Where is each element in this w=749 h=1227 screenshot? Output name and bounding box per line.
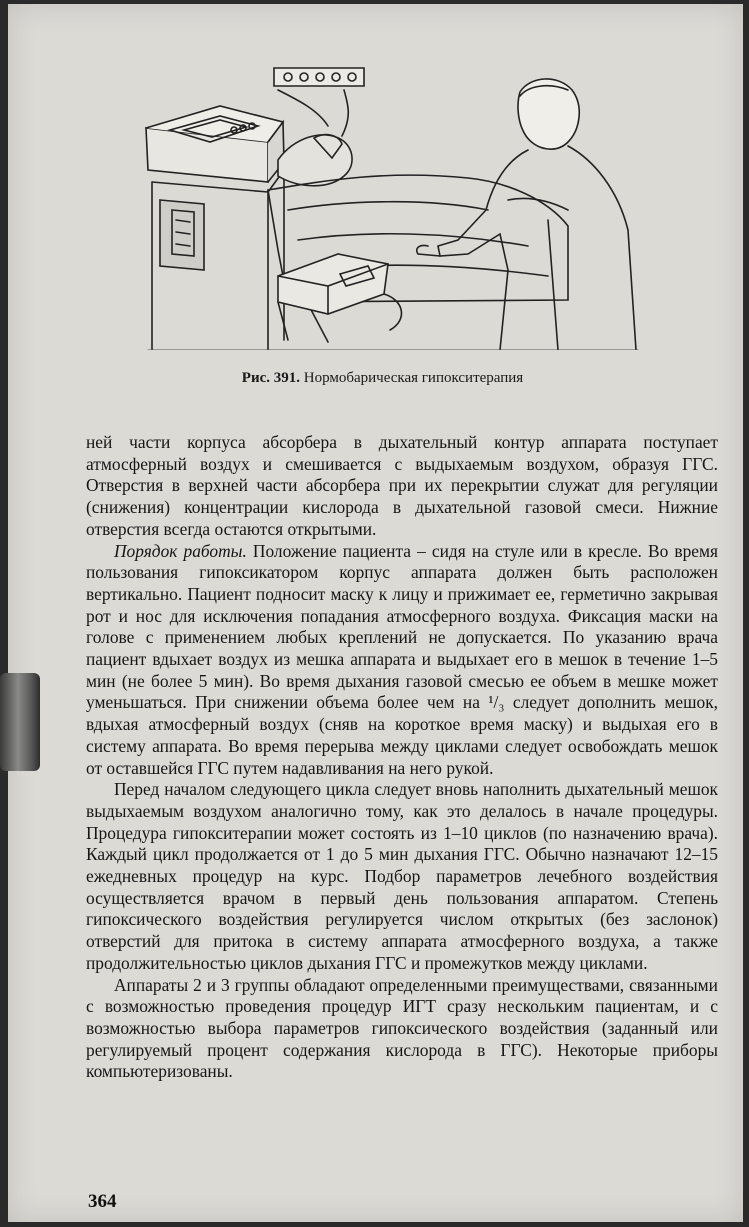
doctor-figure [417, 79, 636, 350]
figure-caption-label: Рис. 391. [241, 370, 300, 386]
binder-clip [0, 673, 40, 771]
figure-caption-text: Нормобарическая гипокситерапия [303, 370, 524, 386]
figure-caption [8, 370, 749, 387]
paragraph-1 [86, 432, 718, 541]
wall-panel [274, 68, 364, 136]
paragraph-2-text: Положение пациента – сидя на стуле или в кресле. Во время пользования гипоксикатором корпус аппарата должен быть расположен вертикально. Пациент подносит маску к лицу и прижимает ее, герметично закрывая рот и нос для исключения попадания атмосферного воздуха. Фиксация маски на голове с применением любых креплений не допускается. По указанию врача пациент вдыхает воздух из мешка аппарата и выдыхает его в мешок в течение 1–5 мин (не более 5 мин). Во время дыхания газовой смесью ее объем в мешке может уменьшаться. При снижении объема более чем на ¹/₃ следует дополнить мешок, вдыхая атмосферный воздух (сняв на короткое время маску) и выдыхая его в систему аппарата. Во время перерыва между циклами следует освобождать мешок от оставшейся ГГС путем надавливания на него рукой. [86, 540, 718, 778]
book-page [8, 4, 743, 1222]
paragraph-4-text: Аппараты 2 и 3 группы обладают определенными преимуществами, связанными с возможностью проведения процедур ИГТ сразу нескольким пациентам, и с возможностью выбора параметров гипоксического воздействия (заданный или регулируемый процент содержания кислорода в ГГС). Некоторые приборы компьютеризованы. [86, 974, 718, 1082]
paragraph-3-text: Перед началом следующего цикла следует вновь наполнить дыхательный мешок выдыхаемым воздухом аналогично тому, как это делалось в начале процедуры. Процедура гипокситерапии может состоять из 1–10 циклов (по назначению врача). Каждый цикл продолжается от 1 до 5 мин дыхания ГГС. Обычно назначают 12–15 ежедневных процедур на курс. Подбор параметров лечебного воздействия осуществляется врачом в первый день пользования аппаратом. Степень гипоксического воздействия регулируется числом открытых (без заслонок) отверстий для притока в систему аппарата атмосферного воздуха, а также продолжительностью циклов дыхания ГГС и промежутков между циклами. [86, 779, 718, 973]
paragraph-1-text: ней части корпуса абсорбера в дыхательный контур аппарата поступает атмосферный воздух и смешивается с выдыхаемым воздухом, образуя ГГС. Отверстия в верхней части абсорбера при их перекрытии служат для регуляции (снижения) концентрации кислорода в дыхательной газовой смеси. Нижние отверстия всегда остаются открытыми. [86, 432, 718, 539]
paragraph-4 [86, 975, 718, 1084]
apparatus-cabinet [146, 106, 284, 350]
figure-hypoxitherapy-illustration [128, 50, 648, 350]
paragraph-2-lead: Порядок работы. [114, 540, 247, 561]
body-text [86, 432, 718, 1083]
page-number: 364 [88, 1191, 117, 1212]
breathing-bag-device [278, 254, 401, 330]
paragraph-2 [86, 541, 718, 780]
paragraph-3 [86, 779, 718, 974]
